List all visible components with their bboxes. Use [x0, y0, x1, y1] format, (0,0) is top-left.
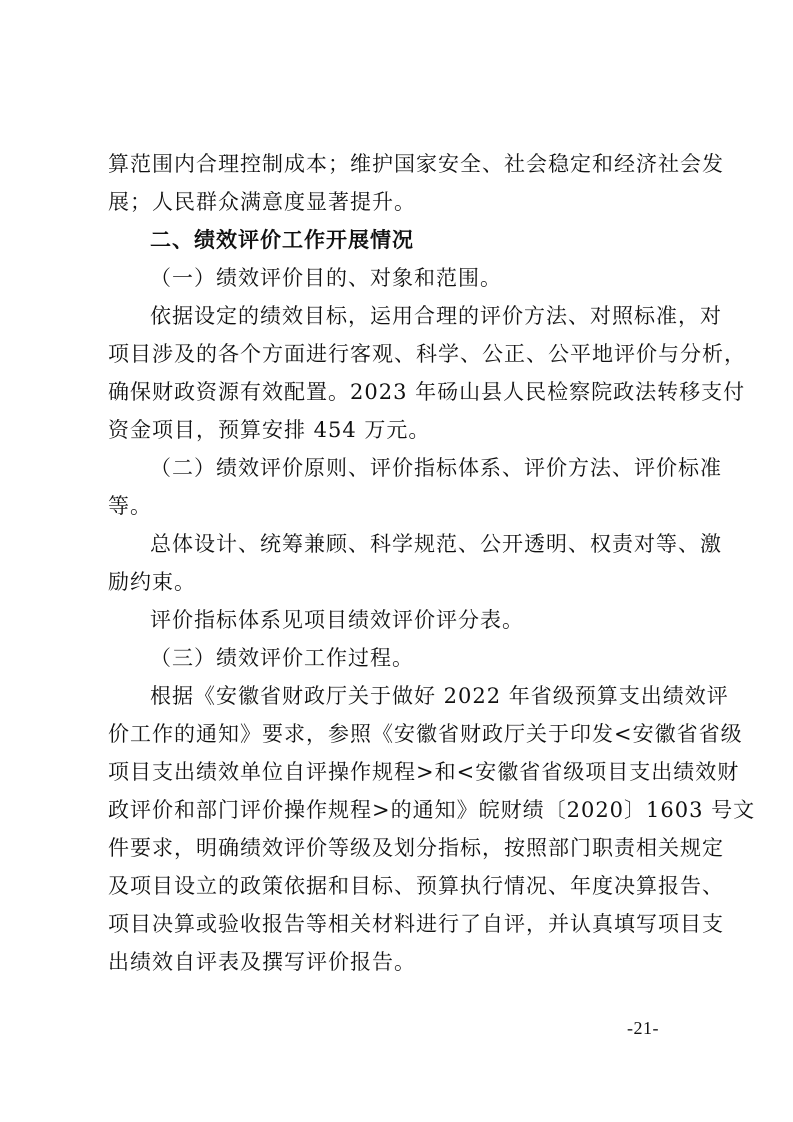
paragraph-line: 件要求，明确绩效评价等级及划分指标，按照部门职责相关规定: [108, 836, 724, 860]
paragraph-line: 项目决算或验收报告等相关材料进行了自评，并认真填写项目支: [108, 912, 724, 936]
paragraph-line: 确保财政资源有效配置。2023 年砀山县人民检察院政法转移支付: [108, 380, 746, 404]
paragraph-line: 及项目设立的政策依据和目标、预算执行情况、年度决算报告、: [108, 874, 724, 898]
paragraph-line: 项目涉及的各个方面进行客观、科学、公正、公平地评价与分析，: [108, 342, 746, 366]
subsection-heading: （三）绩效评价工作过程。: [150, 646, 414, 670]
paragraph-line: 依据设定的绩效目标，运用合理的评价方法、对照标准，对: [150, 304, 722, 328]
paragraph-line: 励约束。: [108, 570, 196, 594]
paragraph-line: 政评价和部门评价操作规程>的通知》皖财绩〔2020〕1603 号文: [108, 798, 756, 822]
subsection-heading-end: 等。: [108, 494, 152, 518]
paragraph-line: 价工作的通知》要求，参照《安徽省财政厅关于印发<安徽省省级: [108, 722, 743, 746]
section-heading: 二、绩效评价工作开展情况: [150, 227, 414, 252]
paragraph-line: 资金项目，预算安排 454 万元。: [108, 418, 431, 442]
paragraph-line: 评价指标体系见项目绩效评价评分表。: [150, 608, 524, 632]
paragraph-line-continued-end: 展；人民群众满意度显著提升。: [108, 190, 416, 214]
subsection-heading: （二）绩效评价原则、评价指标体系、评价方法、评价标准: [150, 456, 722, 480]
paragraph-line: 根据《安徽省财政厅关于做好 2022 年省级预算支出绩效评: [150, 684, 729, 708]
page-number: -21-: [627, 1018, 659, 1038]
paragraph-line: 项目支出绩效单位自评操作规程>和<安徽省省级项目支出绩效财: [108, 760, 740, 784]
subsection-heading: （一）绩效评价目的、对象和范围。: [150, 266, 502, 290]
paragraph-line-continued: 算范围内合理控制成本；维护国家安全、社会稳定和经济社会发: [108, 152, 724, 176]
paragraph-line: 总体设计、统筹兼顾、科学规范、公开透明、权责对等、激: [150, 532, 722, 556]
paragraph-line: 出绩效自评表及撰写评价报告。: [108, 950, 416, 974]
